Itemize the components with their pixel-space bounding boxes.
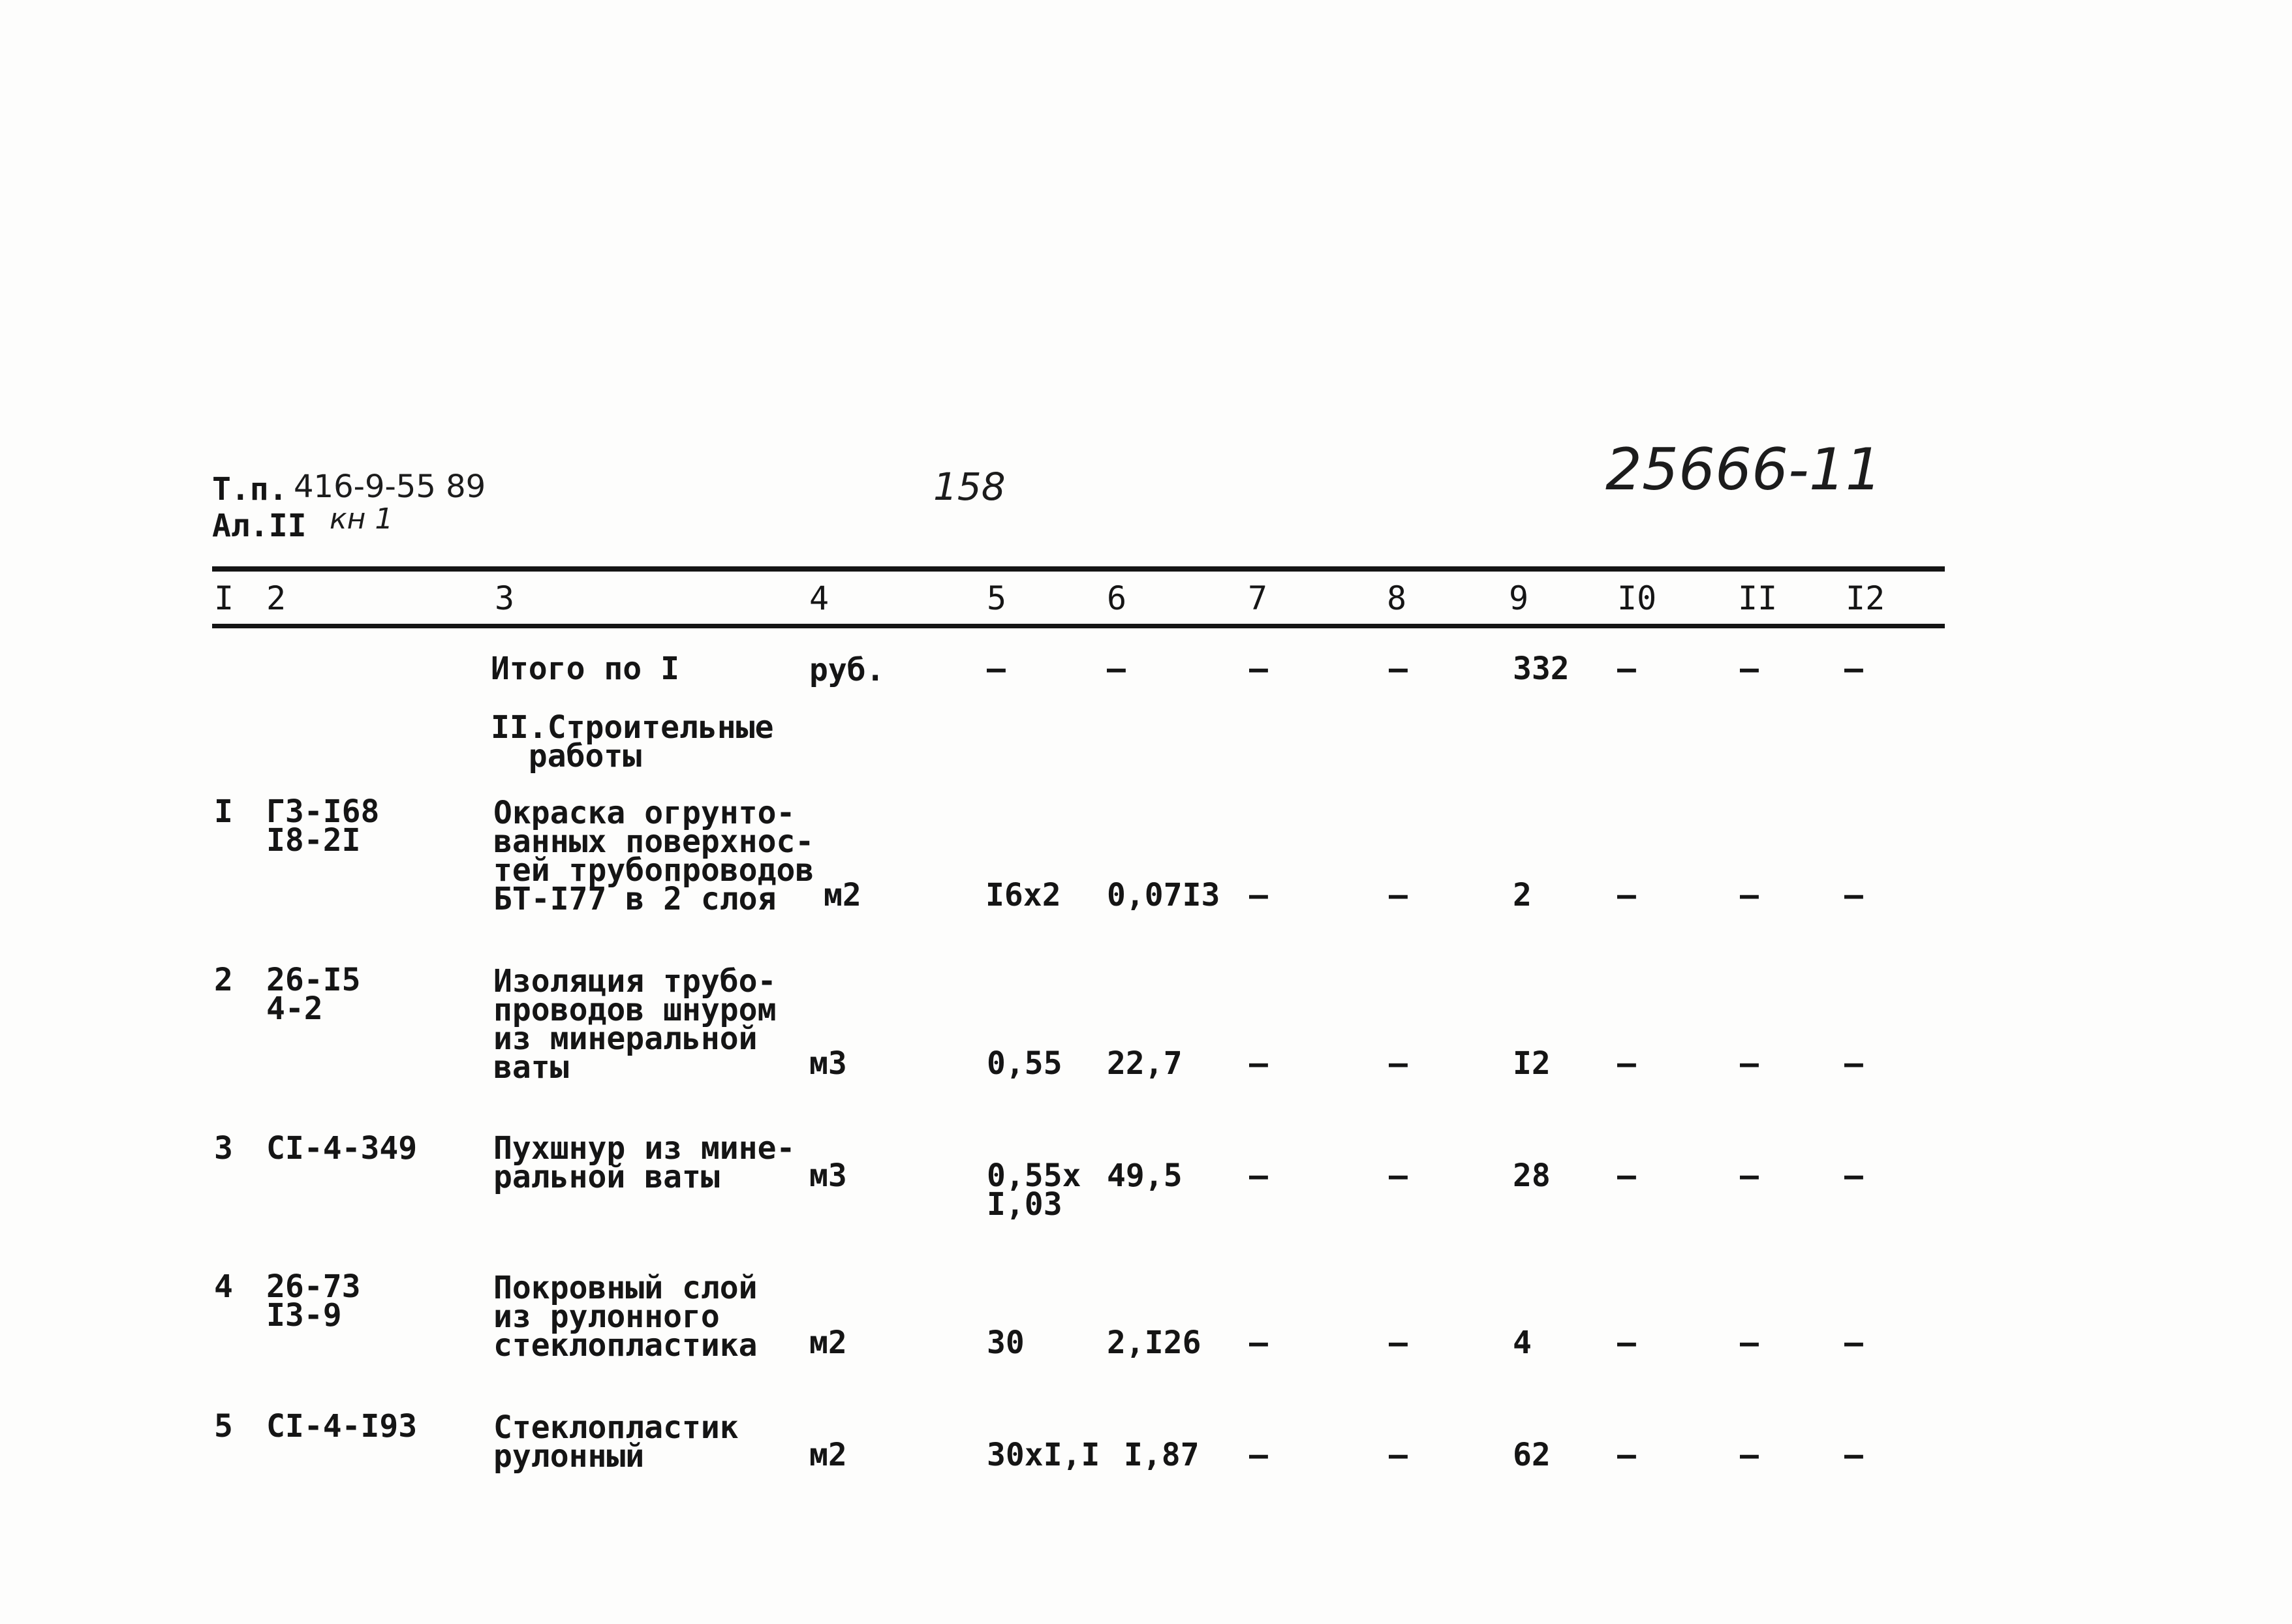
row-1-code: Г3-I68 I8-2I bbox=[266, 793, 380, 859]
total-row-c10: – bbox=[1617, 651, 1636, 687]
row-4-unit: м2 bbox=[809, 1325, 847, 1361]
col-header-4: 4 bbox=[809, 579, 829, 617]
total-row-c8: – bbox=[1389, 651, 1408, 687]
row-1-c6: 0,07I3 bbox=[1107, 877, 1220, 913]
row-1-c12: – bbox=[1844, 877, 1863, 913]
row-3-code: CI-4-349 bbox=[266, 1130, 418, 1167]
row-5-name: Стеклопластик рулонный bbox=[493, 1409, 739, 1475]
row-4-c6: 2,I26 bbox=[1107, 1325, 1201, 1361]
col-header-3: 3 bbox=[495, 579, 515, 617]
row-4-c10: – bbox=[1617, 1325, 1636, 1361]
row-1-c8: – bbox=[1389, 877, 1408, 913]
total-row-unit: руб. bbox=[809, 652, 885, 688]
al-label: Ал.II bbox=[212, 508, 307, 544]
row-2-c8: – bbox=[1389, 1045, 1408, 1082]
total-row-c11: – bbox=[1740, 651, 1759, 687]
total-row-c12: – bbox=[1844, 651, 1863, 687]
section-title: II.Строительные работы bbox=[491, 709, 774, 774]
total-row-name: Итого по I bbox=[491, 651, 679, 687]
row-3-c7: – bbox=[1249, 1157, 1268, 1194]
row-2-c11: – bbox=[1740, 1045, 1759, 1082]
row-4-name: Покровный слой из рулонного стеклопластика bbox=[493, 1270, 758, 1364]
row-1-c9: 2 bbox=[1513, 877, 1532, 913]
col-header-9: 9 bbox=[1509, 579, 1529, 617]
row-5-c8: – bbox=[1389, 1437, 1408, 1473]
page-number: 158 bbox=[933, 465, 1006, 509]
row-2-qty: 0,55 bbox=[987, 1045, 1062, 1082]
row-5-c7: – bbox=[1249, 1437, 1268, 1473]
row-2-code: 26-I5 4-2 bbox=[266, 962, 361, 1027]
row-4-c9: 4 bbox=[1513, 1325, 1532, 1361]
row-1-c11: – bbox=[1740, 877, 1759, 913]
row-3-c8: – bbox=[1389, 1157, 1408, 1194]
col-header-8: 8 bbox=[1387, 579, 1407, 617]
row-1-c7: – bbox=[1249, 877, 1268, 913]
row-5-c12: – bbox=[1844, 1437, 1863, 1473]
row-3-c6: 49,5 bbox=[1107, 1157, 1183, 1194]
row-5-c11: – bbox=[1740, 1437, 1759, 1473]
row-5-unit: м2 bbox=[809, 1437, 847, 1473]
row-2-unit: м3 bbox=[809, 1045, 847, 1082]
row-3-c12: – bbox=[1844, 1157, 1863, 1194]
row-1-qty: I6x2 bbox=[985, 877, 1061, 913]
row-5-c9: 62 bbox=[1513, 1437, 1551, 1473]
total-row-c7: – bbox=[1249, 651, 1268, 687]
row-5-num: 5 bbox=[214, 1408, 233, 1445]
row-2-c10: – bbox=[1617, 1045, 1636, 1082]
header-bottom-rule bbox=[212, 624, 1945, 628]
kn-label: кн 1 bbox=[330, 502, 394, 536]
tp-number: 416-9-55 89 bbox=[294, 468, 486, 505]
col-header-5: 5 bbox=[987, 579, 1007, 617]
total-row-c6: – bbox=[1107, 651, 1126, 687]
row-3-unit: м3 bbox=[809, 1157, 847, 1194]
row-3-c9: 28 bbox=[1513, 1157, 1551, 1194]
col-header-12: I2 bbox=[1846, 579, 1885, 617]
row-2-c9: I2 bbox=[1513, 1045, 1551, 1082]
tp-label: Т.п. bbox=[212, 471, 288, 508]
row-1-unit: м2 bbox=[824, 877, 861, 913]
total-row-c9: 332 bbox=[1513, 651, 1570, 687]
row-1-name: Окраска огрунто- ванных поверхнос- тей трубопроводов БТ-I77 в 2 слоя bbox=[493, 795, 814, 917]
row-5-c6: I,87 bbox=[1124, 1437, 1200, 1473]
col-header-11: II bbox=[1738, 579, 1778, 617]
row-5-c10: – bbox=[1617, 1437, 1636, 1473]
row-3-c11: – bbox=[1740, 1157, 1759, 1194]
col-header-6: 6 bbox=[1107, 579, 1127, 617]
top-rule bbox=[212, 566, 1945, 572]
row-4-c12: – bbox=[1844, 1325, 1863, 1361]
row-4-c8: – bbox=[1389, 1325, 1408, 1361]
col-header-2: 2 bbox=[266, 579, 286, 617]
row-4-c11: – bbox=[1740, 1325, 1759, 1361]
row-2-c7: – bbox=[1249, 1045, 1268, 1082]
row-3-name: Пухшнур из мине- ральной ваты bbox=[493, 1130, 796, 1195]
row-1-c10: – bbox=[1617, 877, 1636, 913]
row-2-c12: – bbox=[1844, 1045, 1863, 1082]
col-header-1: I bbox=[214, 579, 234, 617]
row-2-c6: 22,7 bbox=[1107, 1045, 1183, 1082]
row-1-num: I bbox=[214, 793, 233, 830]
col-header-10: I0 bbox=[1617, 579, 1657, 617]
row-5-qty: 30xI,I bbox=[987, 1437, 1100, 1473]
row-4-c7: – bbox=[1249, 1325, 1268, 1361]
row-4-code: 26-73 I3-9 bbox=[266, 1268, 361, 1334]
row-5-code: CI-4-I93 bbox=[266, 1408, 418, 1445]
doc-code: 25666-11 bbox=[1605, 436, 1882, 503]
row-3-qty: 0,55x I,03 bbox=[987, 1157, 1081, 1223]
row-2-name: Изоляция трубо- проводов шнуром из минеральной ваты bbox=[493, 963, 777, 1086]
total-row-c5: – bbox=[987, 651, 1006, 687]
row-3-c10: – bbox=[1617, 1157, 1636, 1194]
row-3-num: 3 bbox=[214, 1130, 233, 1167]
row-4-num: 4 bbox=[214, 1268, 233, 1305]
row-2-num: 2 bbox=[214, 962, 233, 998]
row-4-qty: 30 bbox=[987, 1325, 1025, 1361]
col-header-7: 7 bbox=[1248, 579, 1268, 617]
